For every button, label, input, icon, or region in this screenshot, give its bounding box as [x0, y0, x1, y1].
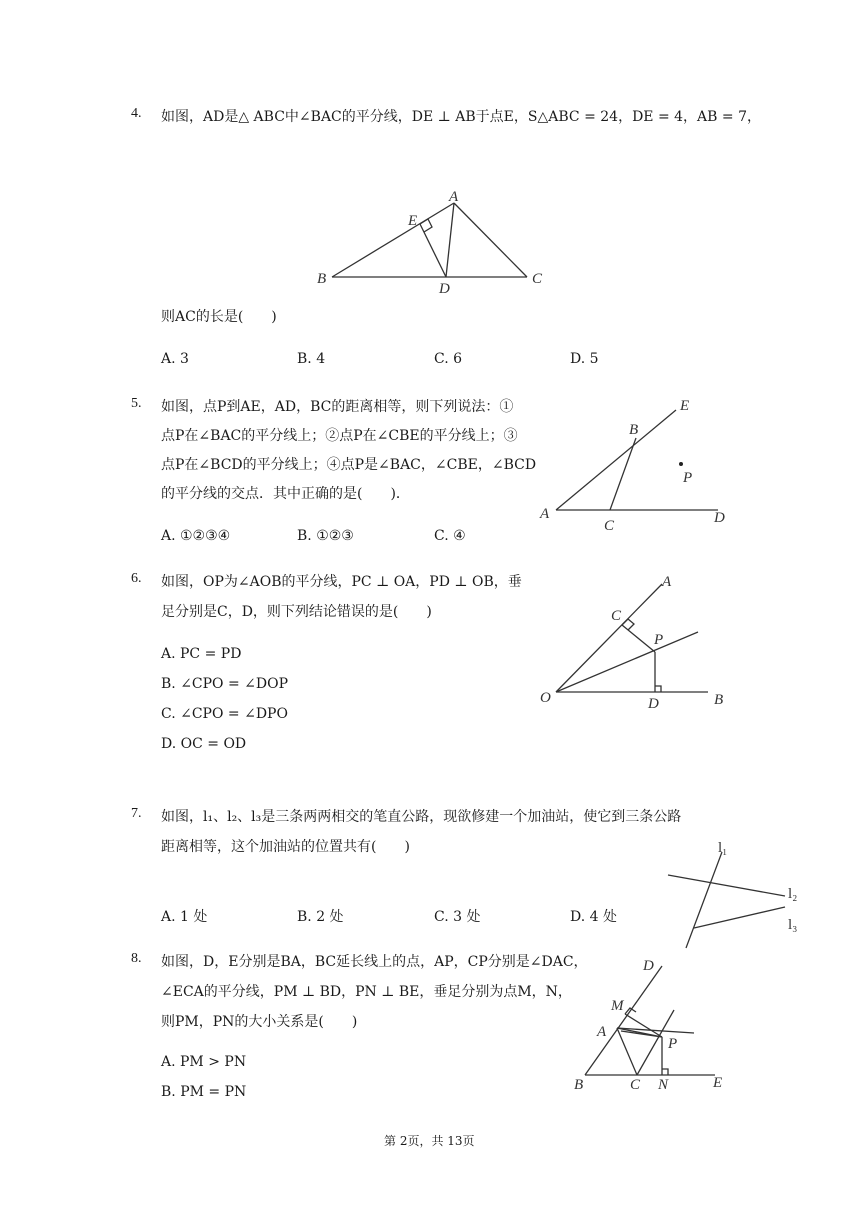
- q8-label-d: D: [643, 958, 654, 974]
- q4-label-a: A: [449, 189, 459, 205]
- q4-label-e: E: [408, 213, 418, 229]
- q5-line-3: 点P在∠BCD的平分线上；④点P是∠BAC，∠CBE，∠BCD: [161, 457, 537, 473]
- q6-label-b: B: [714, 692, 724, 708]
- q6-label-d: D: [648, 696, 659, 712]
- q5-label-c: C: [604, 518, 615, 534]
- q8-line-1: 如图，D，E分别是BA，BC延长线上的点，AP，CP分别是∠DAC，: [161, 954, 588, 970]
- q5-option-a: A. ①②③④: [161, 528, 231, 544]
- q5-line-2: 点P在∠BAC的平分线上；②点P在∠CBE的平分线上；③: [161, 428, 518, 444]
- q7-option-a: A. 1 处: [161, 909, 208, 925]
- q7-number: 7.: [131, 806, 142, 821]
- q4-label-b: B: [317, 271, 327, 287]
- q8-number: 8.: [131, 951, 142, 966]
- q8-option-b: B. PM = PN: [161, 1084, 247, 1100]
- q6-line-2: 足分别是C，D，则下列结论错误的是( ): [161, 604, 432, 620]
- q7-figure: [660, 838, 820, 953]
- q7-label-l1: l₁: [718, 840, 728, 856]
- q7-option-d: D. 4 处: [570, 909, 617, 925]
- q4-label-c: C: [532, 271, 543, 287]
- q5-label-b: B: [629, 422, 639, 438]
- q4-label-d: D: [439, 281, 450, 297]
- q6-label-o: O: [540, 690, 551, 706]
- q5-number: 5.: [131, 396, 142, 411]
- q7-option-b: B. 2 处: [297, 909, 344, 925]
- q8-option-a: A. PM > PN: [161, 1054, 247, 1070]
- q4-option-b: B. 4: [297, 351, 326, 367]
- q8-label-m: M: [611, 998, 624, 1014]
- q5-label-a: A: [540, 506, 550, 522]
- q8-line-3: 则PM，PN的大小关系是( ): [161, 1014, 358, 1030]
- q6-option-b: B. ∠CPO = ∠DOP: [161, 676, 289, 692]
- q6-option-c: C. ∠CPO = ∠DPO: [161, 706, 288, 722]
- q8-line-2: ∠ECA的平分线，PM ⊥ BD，PN ⊥ BE，垂足分别为点M，N，: [161, 984, 572, 1000]
- q8-label-a: A: [597, 1024, 607, 1040]
- q8-label-n: N: [658, 1077, 669, 1093]
- q6-number: 6.: [131, 571, 142, 586]
- q7-label-l2: l₂: [788, 886, 798, 902]
- q4-option-a: A. 3: [161, 351, 189, 367]
- q5-figure: [538, 394, 738, 534]
- q8-label-c: C: [630, 1077, 641, 1093]
- q5-option-c: C. ④: [434, 528, 466, 544]
- q4-option-c: C. 6: [434, 351, 463, 367]
- q7-label-l3: l₃: [788, 917, 798, 933]
- q5-label-p: P: [683, 470, 693, 486]
- q5-line-4: 的平分线的交点．其中正确的是( )．: [161, 486, 410, 502]
- q6-label-c: C: [611, 608, 622, 624]
- q6-label-p: P: [654, 632, 664, 648]
- q5-label-e: E: [680, 398, 690, 414]
- q4-option-d: D. 5: [570, 351, 599, 367]
- q7-line-1: 如图，l₁、l₂、l₃是三条两两相交的笔直公路，现欲修建一个加油站，使它到三条公路: [161, 809, 682, 825]
- q6-line-1: 如图，OP为∠AOB的平分线，PC ⊥ OA，PD ⊥ OB，垂: [161, 574, 522, 590]
- q7-option-c: C. 3 处: [434, 909, 481, 925]
- q8-label-p: P: [668, 1036, 678, 1052]
- page-footer: 第 2页，共 13页: [384, 1134, 475, 1148]
- q4-figure: [312, 185, 552, 295]
- q6-option-a: A. PC = PD: [161, 646, 242, 662]
- q4-stem-tail: 则AC的长是( ): [161, 309, 277, 325]
- q6-figure: [538, 572, 738, 712]
- q6-option-d: D. OC = OD: [161, 736, 247, 752]
- q8-figure: [570, 952, 740, 1097]
- q8-label-b: B: [574, 1077, 584, 1093]
- q4-number: 4.: [131, 106, 142, 121]
- q6-label-a: A: [662, 574, 672, 590]
- q8-label-e: E: [713, 1075, 723, 1091]
- q5-line-1: 如图，点P到AE，AD，BC的距离相等，则下列说法：①: [161, 399, 514, 415]
- q7-line-2: 距离相等，这个加油站的位置共有( ): [161, 839, 410, 855]
- q5-option-b: B. ①②③: [297, 528, 354, 544]
- q4-stem: 如图，AD是△ ABC中∠BAC的平分线，DE ⊥ AB于点E，S△ABC = 24，DE = 4，AB = 7，: [161, 109, 761, 125]
- q5-label-d: D: [714, 510, 725, 526]
